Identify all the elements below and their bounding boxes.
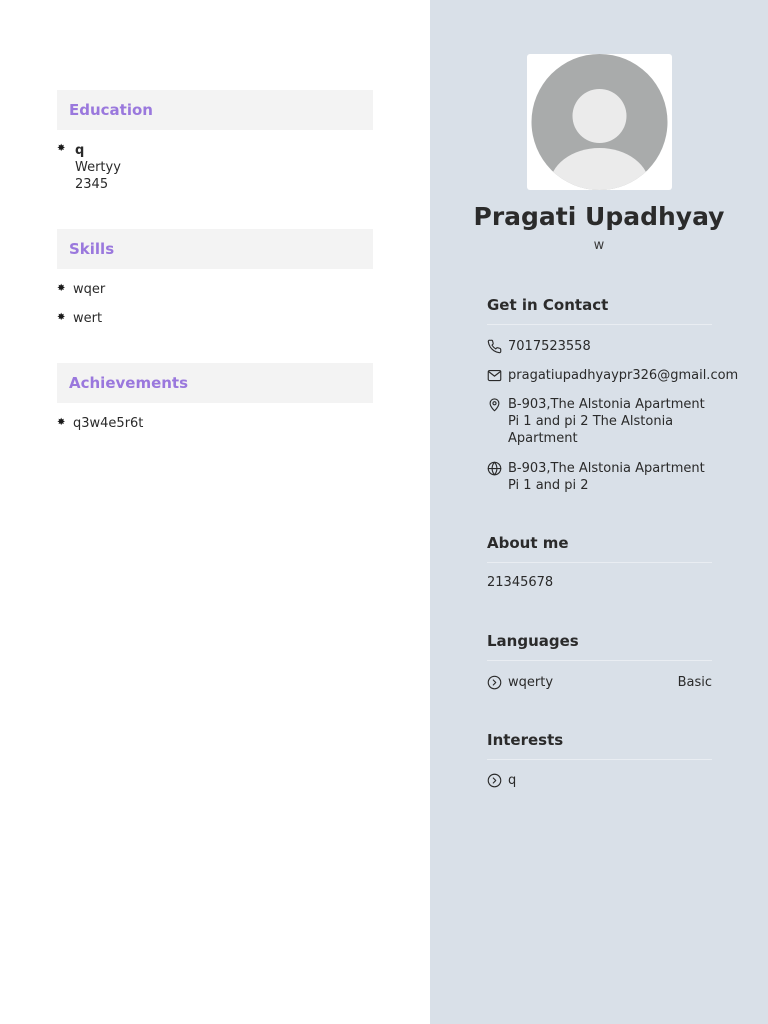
contact-address [487,396,732,447]
education-school: q [75,143,85,158]
about-heading: About me [487,534,569,552]
burst-bullet-icon: ✸ [57,312,66,323]
chevron-circle-icon [487,773,502,788]
divider [487,562,712,563]
globe-icon [487,461,502,476]
skill-item: wert [73,311,103,326]
achievement-item: q3w4e5r6t [73,416,144,431]
avatar [527,54,672,190]
contact-heading: Get in Contact [487,296,609,314]
email-text: pragatiupadhyaypr326@gmail.com [508,368,739,383]
location-pin-icon [487,397,502,412]
burst-bullet-icon: ✸ [57,417,66,428]
website-text: B-903,The Alstonia Apartment Pi 1 and pi 2 [508,461,705,493]
chevron-circle-icon [487,675,502,690]
language-item [487,674,712,691]
language-name: wqerty [508,675,554,690]
education-degree: Wertyy [75,160,121,175]
profile-name: Pragati Upadhyay [473,202,725,231]
skill-item: wqer [73,282,106,297]
contact-website[interactable] [487,460,732,494]
avatar-placeholder-icon [527,54,672,190]
about-text: 21345678 [487,575,554,590]
skills-heading: Skills [57,229,373,269]
divider [487,324,712,325]
contact-phone[interactable] [487,338,732,355]
mail-icon [487,368,502,383]
address-text: B-903,The Alstonia Apartment Pi 1 and pi 2 The Alstonia Apartment [508,397,705,446]
interest-item [487,772,712,789]
interest-name: q [508,773,517,788]
languages-heading: Languages [487,632,579,650]
education-year: 2345 [75,177,109,192]
contact-email[interactable] [487,367,739,384]
burst-bullet-icon: ✸ [57,283,66,294]
language-level: Basic [677,675,712,690]
phone-icon [487,339,502,354]
divider [487,759,712,760]
achievements-heading: Achievements [57,363,373,403]
burst-bullet-icon: ✸ [57,143,66,154]
education-entry [75,142,121,193]
education-heading: Education [57,90,373,130]
interests-heading: Interests [487,731,564,749]
phone-text: 7017523558 [508,339,591,354]
profile-subtitle: w [593,238,605,253]
divider [487,660,712,661]
